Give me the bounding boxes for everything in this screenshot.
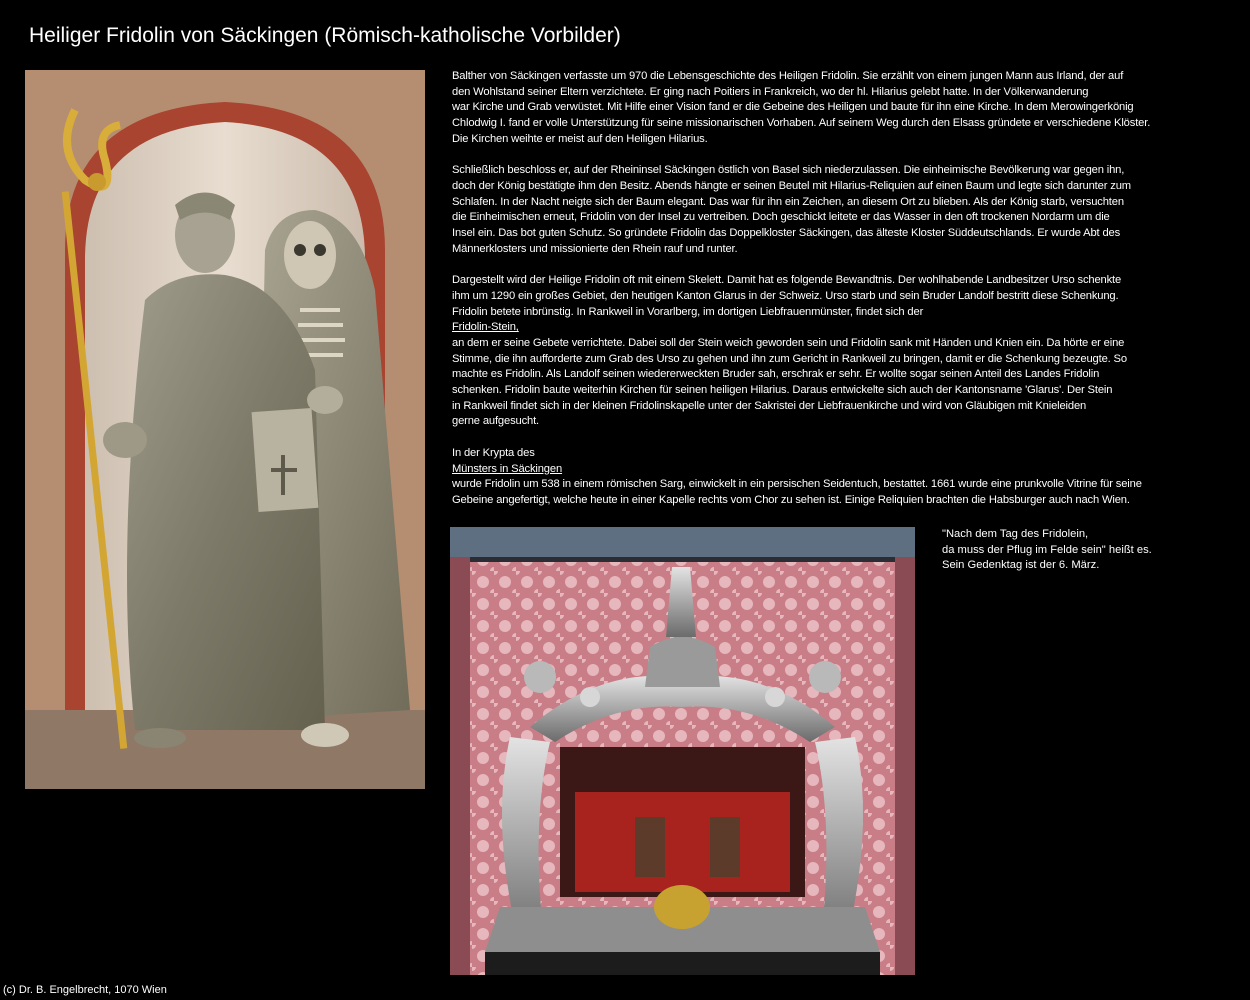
text-line: machte es Fridolin. Als Landolf seinen wiedererweckten Bruder sah, erschrak er sehr. Er wollte sogar seinen Anteil des Landes Fridolin [452, 368, 1100, 381]
text-line: In der Krypta des [452, 446, 535, 459]
paragraph-3 [452, 273, 1232, 430]
text-line: Die Kirchen weihte er meist auf den Heiligen Hilarius. [452, 132, 708, 145]
text-line: an dem er seine Gebete verrichtete. Dabei soll der Stein weich geworden sein und Fridolin sank mit Händen und Knien ein. Da hörte er eine [452, 336, 1125, 349]
text-line: Männerklosters und missionierte den Rhein rauf und runter. [452, 242, 738, 255]
reliquary-photo [450, 527, 915, 975]
quote-line: Sein Gedenktag ist der 6. März. [942, 559, 1100, 572]
quote-block [942, 527, 1152, 574]
text-line: die Einheimischen erneut, Fridolin von der Insel zu vertreiben. Doch geschickt leitete er das Wasser in den oft trockenen Nordarm um die [452, 211, 1110, 224]
text-line: Schließlich beschloss er, auf der Rheininsel Säckingen östlich von Basel sich niederzulassen. Die einheimische Bevölkerung war gegen ihn, [452, 164, 1125, 177]
text-line: Dargestellt wird der Heilige Fridolin oft mit einem Skelett. Damit hat es folgende Bewandtnis. Der wohlhabende Landbesitzer Urso schenkte [452, 274, 1122, 287]
paragraph-2 [452, 163, 1232, 257]
text-line: gerne aufgesucht. [452, 415, 540, 428]
text-line: schenken. Fridolin baute weiterhin Kirchen für seinen heiligen Hilarius. Daraus entwickelte sich auch der Kantonsname 'Glarus'. Der Stein [452, 384, 1113, 397]
copyright-footer: (c) Dr. B. Engelbrecht, 1070 Wien [3, 984, 167, 996]
text-line: war Kirche und Grab verwüstet. Mit Hilfe einer Vision fand er die Gebeine des Heiligen und baute für ihn eine Kirche. In dem Merowingerkönig [452, 101, 1134, 114]
page-title: Heiliger Fridolin von Säckingen (Römisch-katholische Vorbilder) [29, 24, 621, 47]
text-line: den Wohlstand seiner Eltern verzichtete. Er ging nach Poitiers in Frankreich, wo der hl. Hilarius gelebt hatte. In der Völkerwanderung [452, 85, 1089, 98]
text-line: Gebeine angefertigt, welche heute in einer Kapelle rechts vom Chor zu sehen ist. Einige Reliquien brachten die Habsburger auch nach Wien. [452, 493, 1130, 506]
text-line: Balther von Säckingen verfasste um 970 die Lebensgeschichte des Heiligen Fridolin. Sie erzählt von einem jungen Mann aus Irland, der auf [452, 70, 1124, 82]
fridolin-stein-link[interactable]: Fridolin-Stein, [452, 321, 519, 334]
text-line: Chlodwig I. fand er volle Unterstützung für seine missionarischen Vorhaben. Auf seinem Weg durch den Elsass gründete er verschiedene Klöster. [452, 117, 1151, 130]
paragraph-1 [452, 69, 1232, 148]
quote-line: da muss der Pflug im Felde sein" heißt es. [942, 543, 1152, 556]
text-line: in Rankweil findet sich in der kleinen Fridolinskapelle unter der Sakristei der Liebfrauenkirche und wird von Gläubigen mit Knieleiden [452, 399, 1087, 412]
text-line: ihm um 1290 ein großes Gebiet, den heutigen Kanton Glarus in der Schweiz. Urso starb und sein Bruder Landolf bestritt diese Schenkung. [452, 289, 1119, 302]
text-line: doch der König bestätigte ihm den Besitz. Abends hängte er seinen Beutel mit Hilarius-Reliquien auf einen Baum und legte sich darunter zum [452, 179, 1131, 192]
quote-line: "Nach dem Tag des Fridolein, [942, 528, 1089, 540]
article-text [452, 69, 1232, 524]
paragraph-4 [452, 446, 1232, 509]
statue-photo [25, 70, 425, 789]
text-line: wurde Fridolin um 538 in einem römischen Sarg, einwickelt in ein persischen Seidentuch, bestattet. 1661 wurde eine prunkvolle Vitrine für seine [452, 478, 1142, 491]
text-line: Stimme, die ihn aufforderte zum Grab des Urso zu gehen und ihn zum Gericht in Rankweil zu bringen, damit er die Schenkung bezeugte. So [452, 352, 1127, 365]
text-line: Fridolin betete inbrünstig. In Rankweil in Vorarlberg, im dortigen Liebfrauenmünster, findet sich der [452, 305, 924, 318]
text-line: Schlafen. In der Nacht neigte sich der Baum elegant. Das war für ihn ein Zeichen, an diesem Ort zu blieben. Als der König starb, versuchten [452, 195, 1124, 208]
text-line: Insel ein. Das bot guten Schutz. So gründete Fridolin das Doppelkloster Säckingen, das älteste Kloster Süddeutschlands. Er wurde Abt des [452, 227, 1121, 240]
muenster-saeckingen-link[interactable]: Münsters in Säckingen [452, 462, 563, 475]
